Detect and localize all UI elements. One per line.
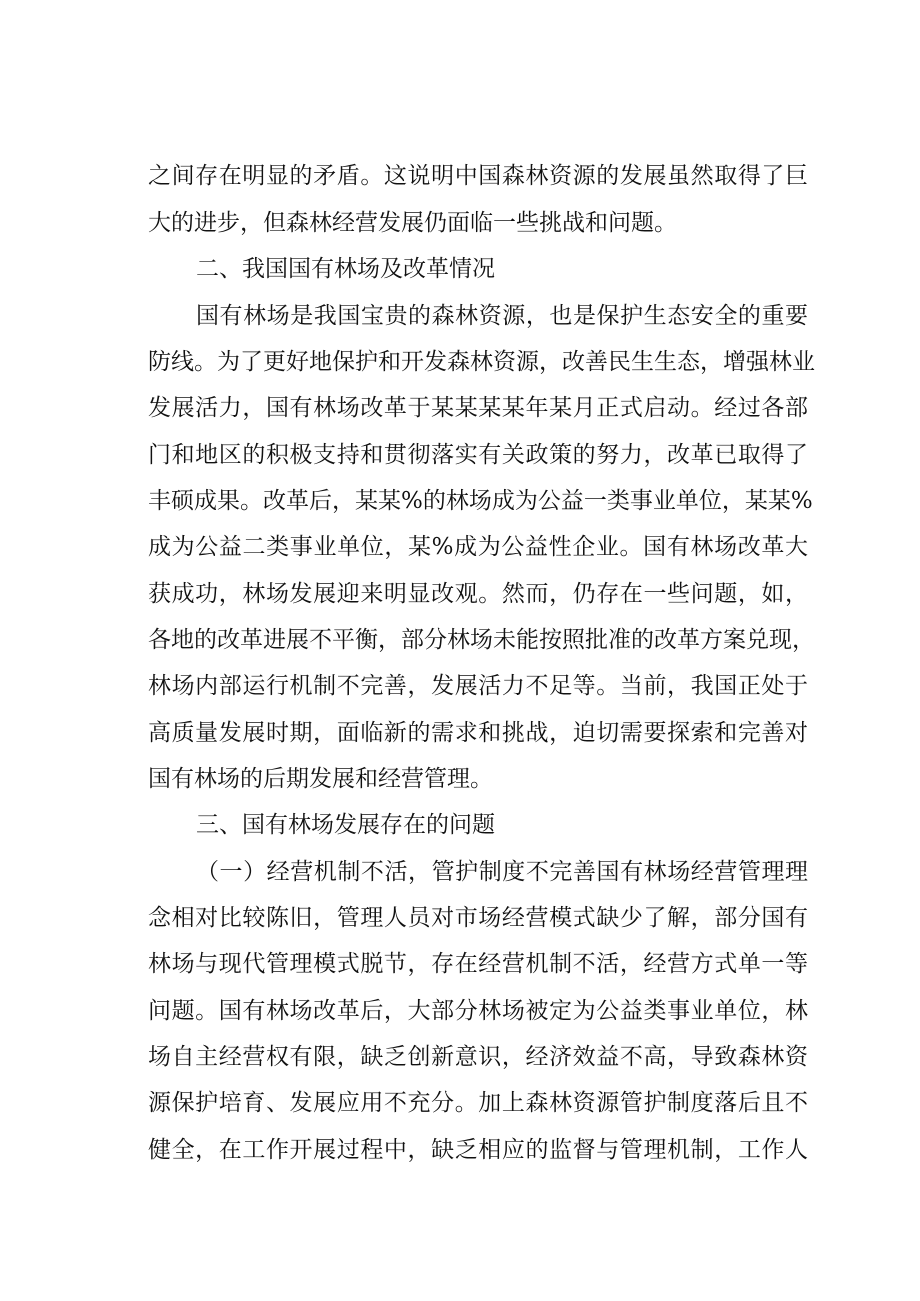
paragraph-line: 国有林场是我国宝贵的森林资源，也是保护生态安全的重要: [196, 303, 808, 329]
paragraph-line: 大的进步，但森林经营发展仍面临一些挑战和问题。: [148, 210, 677, 236]
paragraph-line: 国有林场的后期发展和经营管理。: [148, 766, 493, 792]
paragraph-line: 林场与现代管理模式脱节，存在经营机制不活，经营方式单一等: [148, 951, 808, 977]
paragraph-line: 发展活力，国有林场改革于某某某某年某月正式启动。经过各部: [148, 395, 808, 421]
paragraph-line: 获成功，林场发展迎来明显改观。然而，仍存在一些问题，如，: [148, 581, 808, 607]
paragraph-line: 丰硕成果。改革后，某某%的林场成为公益一类事业单位，某某%: [148, 488, 813, 514]
paragraph-line: 门和地区的积极支持和贯彻落实有关政策的努力，改革已取得了: [148, 442, 808, 468]
section-heading-3: 三、国有林场发展存在的问题: [196, 812, 495, 838]
paragraph-line: 防线。为了更好地保护和开发森林资源，改善民生生态，增强林业: [148, 349, 815, 375]
paragraph-line: 成为公益二类事业单位，某%成为公益性企业。国有林场改革大: [148, 534, 808, 560]
paragraph-line: 之间存在明显的矛盾。这说明中国森林资源的发展虽然取得了巨: [148, 163, 808, 189]
paragraph-line: 问题。国有林场改革后，大部分林场被定为公益类事业单位，林: [148, 998, 808, 1024]
paragraph-line: 高质量发展时期，面临新的需求和挑战，迫切需要探索和完善对: [148, 720, 808, 746]
paragraph-line: 各地的改革进展不平衡，部分林场未能按照批准的改革方案兑现，: [148, 627, 815, 653]
section-heading-2: 二、我国国有林场及改革情况: [196, 256, 495, 282]
paragraph-line: 念相对比较陈旧，管理人员对市场经营模式缺少了解，部分国有: [148, 905, 808, 931]
paragraph-line: （一）经营机制不活，管护制度不完善国有林场经营管理理: [196, 859, 808, 885]
paragraph-line: 场自主经营权有限，缺乏创新意识，经济效益不高，导致森林资: [148, 1044, 808, 1070]
paragraph-line: 林场内部运行机制不完善，发展活力不足等。当前，我国正处于: [148, 673, 808, 699]
paragraph-line: 健全，在工作开展过程中，缺乏相应的监督与管理机制，工作人: [148, 1137, 808, 1163]
paragraph-line: 源保护培育、发展应用不充分。加上森林资源管护制度落后且不: [148, 1090, 808, 1116]
